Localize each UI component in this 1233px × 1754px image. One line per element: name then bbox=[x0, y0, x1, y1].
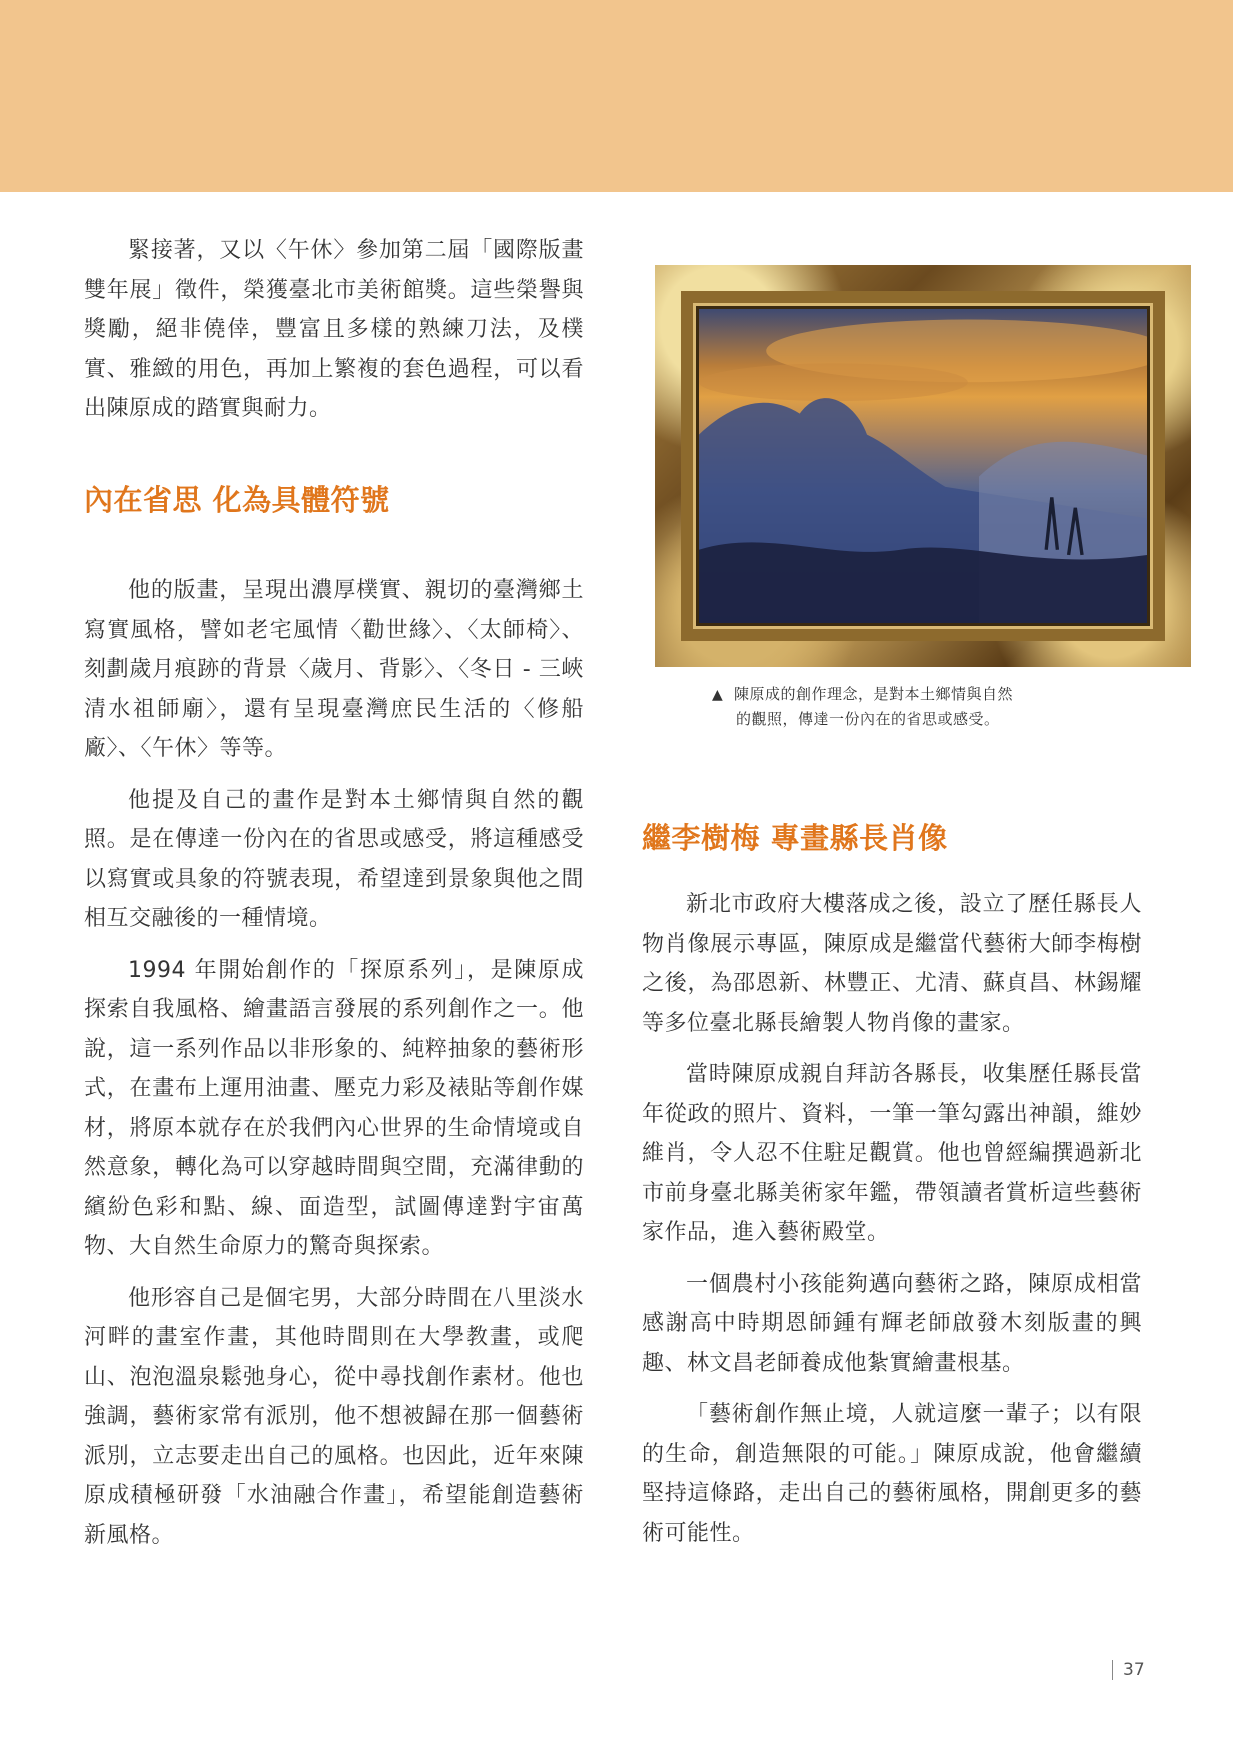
painting-photo bbox=[655, 265, 1191, 667]
left-column bbox=[84, 231, 584, 441]
triangle-up-icon: ▲ bbox=[712, 687, 724, 703]
right-column bbox=[642, 885, 1142, 1565]
body-paragraph: 「藝術創作無止境，人就這麼一輩子；以有限的生命，創造無限的可能。」陳原成說，他會繼續堅持這條路，走出自己的藝術風格，開創更多的藝術可能性。 bbox=[642, 1402, 1142, 1546]
header-band bbox=[0, 0, 1233, 192]
intro-paragraph: 緊接著，又以〈午休〉參加第二屆「國際版畫雙年展」徵件，榮獲臺北市美術館獎。這些榮譽與獎勵，絕非僥倖，豐富且多樣的熟練刀法，及樸實、雅緻的用色，再加上繁複的套色過程，可以看出陳原成的踏實與耐力。 bbox=[84, 238, 584, 421]
body-paragraph: 當時陳原成親自拜訪各縣長，收集歷任縣長當年從政的照片、資料，一筆一筆勾露出神韻，維妙維肖，令人忍不住駐足觀賞。他也曾經編撰過新北市前身臺北縣美術家年鑑，帶領讀者賞析這些藝術家作品，進入藝術殿堂。 bbox=[642, 1062, 1142, 1245]
left-column-body bbox=[84, 571, 584, 1567]
figure-caption bbox=[712, 682, 1096, 731]
body-paragraph: 一個農村小孩能夠邁向藝術之路，陳原成相當感謝高中時期恩師鍾有輝老師啟發木刻版畫的興趣、林文昌老師養成他紮實繪畫根基。 bbox=[642, 1271, 1142, 1376]
caption-text-1: 陳原成的創作理念，是對本土鄉情與自然 bbox=[734, 685, 1014, 703]
body-paragraph: 新北市政府大樓落成之後，設立了歷任縣長人物肖像展示專區，陳原成是繼當代藝術大師李梅樹之後，為邵恩新、林豐正、尤清、蘇貞昌、林錫耀等多位臺北縣長繪製人物肖像的畫家。 bbox=[642, 892, 1142, 1036]
body-paragraph: 他提及自己的畫作是對本土鄉情與自然的觀照。是在傳達一份內在的省思或感受，將這種感受以寫實或具象的符號表現，希望達到景象與他之間相互交融後的一種情境。 bbox=[84, 787, 584, 931]
section-heading-portraits: 繼李樹梅 專畫縣長肖像 bbox=[642, 821, 948, 855]
page-number: 37 bbox=[1112, 1660, 1145, 1680]
caption-line-1 bbox=[712, 682, 1096, 707]
body-paragraph: 他形容自己是個宅男，大部分時間在八里淡水河畔的畫室作畫，其他時間則在大學教畫，或爬山、泡泡溫泉鬆弛身心，從中尋找創作素材。他也強調，藝術家常有派別，他不想被歸在那一個藝術派別，立志要走出自己的風格。也因此，近年來陳原成積極研發「水油融合作畫」，希望能創造藝術新風格。 bbox=[84, 1285, 584, 1548]
section-heading-introspection: 內在省思 化為具體符號 bbox=[84, 483, 390, 517]
body-paragraph: 他的版畫，呈現出濃厚樸實、親切的臺灣鄉土寫實風格，譬如老宅風情〈勸世緣〉、〈太師椅〉、刻劃歲月痕跡的背景〈歲月、背影〉、〈冬日 - 三峽清水祖師廟〉，還有呈現臺灣庶民生活的〈修船廠〉、〈午休〉等等。 bbox=[84, 578, 584, 761]
caption-text-2: 的觀照，傳達一份內在的省思或感受。 bbox=[736, 710, 1000, 728]
body-paragraph: 1994 年開始創作的「探原系列」，是陳原成探索自我風格、繪畫語言發展的系列創作之一。他說，這一系列作品以非形象的、純粹抽象的藝術形式，在畫布上運用油畫、壓克力彩及裱貼等創作媒材，將原本就存在於我們內心世界的生命情境或自然意象，轉化為可以穿越時間與空間，充滿律動的繽紛色彩和點、線、面造型，試圖傳達對宇宙萬物、大自然生命原力的驚奇與探索。 bbox=[84, 957, 584, 1259]
landscape-painting-image bbox=[699, 309, 1147, 623]
painting-scene bbox=[699, 309, 1147, 623]
painting-frame-inner bbox=[681, 291, 1165, 641]
